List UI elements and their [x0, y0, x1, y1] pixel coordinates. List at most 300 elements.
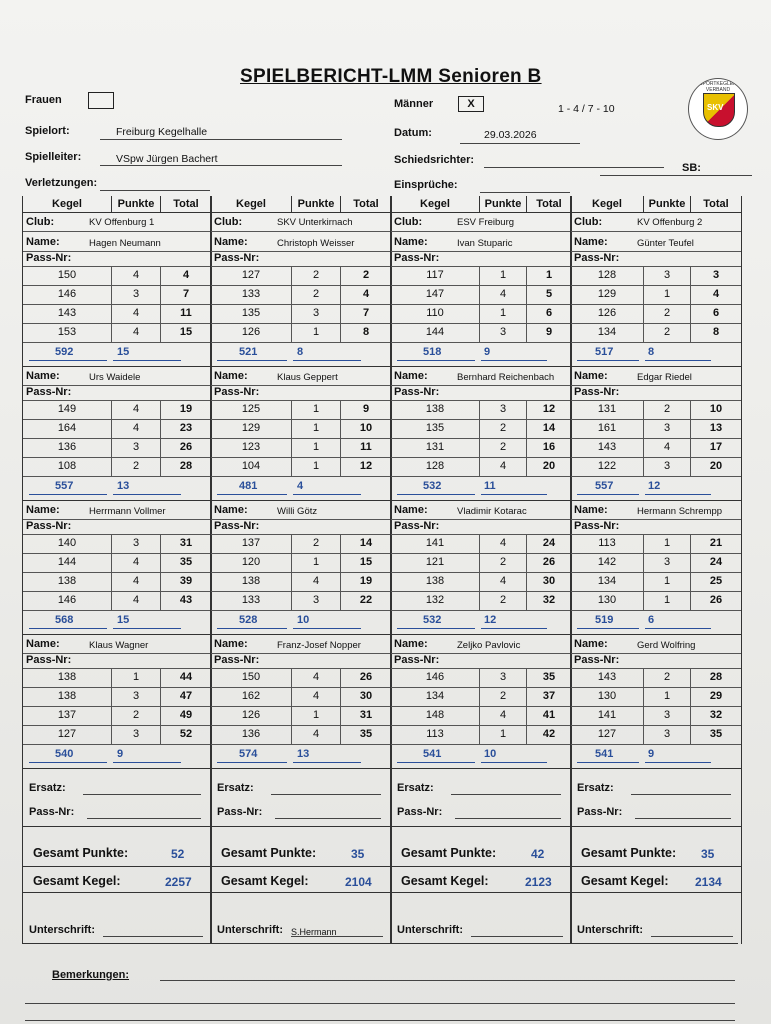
- total-cell[interactable]: 20: [542, 460, 556, 472]
- punkte-cell[interactable]: 3: [292, 304, 341, 323]
- kegel-cell[interactable]: 136: [211, 725, 292, 744]
- total-cell[interactable]: 9: [362, 403, 370, 415]
- total-cell[interactable]: 23: [179, 422, 193, 434]
- total-cell[interactable]: 41: [542, 709, 556, 721]
- punkte-cell[interactable]: 3: [644, 553, 691, 572]
- player-name[interactable]: Ivan Stuparic: [457, 238, 513, 249]
- kegel-cell[interactable]: 138: [23, 572, 112, 591]
- punkte-cell[interactable]: 1: [292, 553, 341, 572]
- total-cell[interactable]: 25: [709, 575, 723, 587]
- gesamt-kegel-value[interactable]: 2257: [165, 875, 192, 889]
- bemerkungen-line-1[interactable]: [160, 980, 735, 981]
- kegel-cell[interactable]: 138: [211, 572, 292, 591]
- kegel-cell[interactable]: 147: [391, 285, 480, 304]
- punkte-cell[interactable]: 3: [112, 534, 161, 553]
- game-row: [571, 457, 741, 477]
- player-name[interactable]: Franz-Josef Nopper: [277, 640, 361, 651]
- kegel-cell[interactable]: 120: [211, 553, 292, 572]
- total-cell[interactable]: 13: [709, 422, 723, 434]
- frauen-checkbox[interactable]: [88, 92, 114, 109]
- total-cell[interactable]: 31: [179, 537, 193, 549]
- kegel-cell[interactable]: 143: [23, 304, 112, 323]
- sum-kegel[interactable]: 592: [55, 346, 74, 358]
- club-name[interactable]: KV Offenburg 1: [89, 217, 155, 228]
- kegel-cell[interactable]: 127: [571, 725, 644, 744]
- kegel-cell[interactable]: 126: [211, 323, 292, 342]
- kegel-cell[interactable]: 138: [23, 687, 112, 706]
- punkte-cell[interactable]: 2: [644, 668, 691, 687]
- ersatz-pass-line[interactable]: [87, 818, 201, 819]
- punkte-cell[interactable]: 3: [292, 591, 341, 610]
- player-name-row: [23, 234, 211, 252]
- maenner-label: Männer: [394, 98, 434, 110]
- sum-punkte[interactable]: 15: [117, 614, 130, 626]
- punkte-cell[interactable]: 2: [644, 400, 691, 419]
- kegel-cell[interactable]: 129: [211, 419, 292, 438]
- punkte-cell[interactable]: 3: [480, 323, 527, 342]
- kegel-cell[interactable]: 128: [571, 266, 644, 285]
- sum-punkte[interactable]: 12: [648, 480, 661, 492]
- sum-punkte[interactable]: 9: [648, 748, 655, 760]
- sum-kegel[interactable]: 517: [595, 346, 614, 358]
- punkte-cell[interactable]: 4: [112, 266, 161, 285]
- player-name[interactable]: Bernhard Reichenbach: [457, 372, 555, 383]
- pass-row: [211, 385, 391, 401]
- total-cell[interactable]: 10: [709, 403, 723, 415]
- punkte-cell[interactable]: 1: [292, 457, 341, 476]
- punkte-cell[interactable]: 4: [292, 668, 341, 687]
- total-cell[interactable]: 11: [180, 307, 192, 319]
- punkte-cell[interactable]: 1: [292, 438, 341, 457]
- total-cell[interactable]: 1: [545, 269, 553, 281]
- punkte-cell[interactable]: 2: [480, 591, 527, 610]
- player-name[interactable]: Günter Teufel: [637, 238, 694, 249]
- punkte-cell[interactable]: 4: [292, 687, 341, 706]
- kegel-cell[interactable]: 121: [391, 553, 480, 572]
- sum-kegel[interactable]: 528: [239, 614, 258, 626]
- punkte-cell[interactable]: 4: [480, 572, 527, 591]
- kegel-cell[interactable]: 123: [211, 438, 292, 457]
- kegel-cell[interactable]: 138: [391, 572, 480, 591]
- total-cell[interactable]: 8: [712, 326, 720, 338]
- sum-kegel[interactable]: 557: [55, 480, 74, 492]
- sum-kegel[interactable]: 519: [595, 614, 614, 626]
- ersatz-pass-line[interactable]: [635, 818, 731, 819]
- total-header: Total: [536, 198, 562, 210]
- player-name[interactable]: Willi Götz: [277, 506, 318, 517]
- club-label: Club:: [394, 216, 423, 228]
- punkte-cell[interactable]: 1: [112, 668, 161, 687]
- player-separator: [23, 634, 211, 635]
- punkte-cell[interactable]: 3: [480, 400, 527, 419]
- player-separator: [391, 768, 571, 769]
- punkte-cell[interactable]: 1: [644, 591, 691, 610]
- kegel-cell[interactable]: 110: [391, 304, 480, 323]
- game-row: [23, 323, 211, 343]
- sum-punkte[interactable]: 11: [484, 480, 496, 492]
- kegel-cell[interactable]: 141: [391, 534, 480, 553]
- sum-underline: [481, 762, 547, 763]
- kegel-cell[interactable]: 143: [571, 438, 644, 457]
- punkte-cell[interactable]: 4: [292, 572, 341, 591]
- total-cell[interactable]: 47: [179, 690, 193, 702]
- sum-punkte[interactable]: 15: [117, 346, 130, 358]
- punkte-cell[interactable]: 4: [292, 725, 341, 744]
- sum-punkte[interactable]: 9: [484, 346, 491, 358]
- total-cell[interactable]: 20: [709, 460, 723, 472]
- player-name[interactable]: Vladimir Kotarac: [457, 506, 527, 517]
- sum-kegel[interactable]: 532: [423, 480, 442, 492]
- punkte-cell[interactable]: 4: [112, 553, 161, 572]
- total-cell[interactable]: 7: [362, 307, 370, 319]
- punkte-cell[interactable]: 4: [112, 304, 161, 323]
- player-name[interactable]: Christoph Weisser: [277, 238, 355, 249]
- kegel-cell[interactable]: 134: [571, 323, 644, 342]
- sum-punkte[interactable]: 8: [648, 346, 655, 358]
- name-label: Name:: [26, 638, 60, 650]
- total-cell[interactable]: 11: [360, 441, 372, 453]
- kegel-cell[interactable]: 135: [211, 304, 292, 323]
- kegel-cell[interactable]: 108: [23, 457, 112, 476]
- total-cell[interactable]: 3: [712, 269, 720, 281]
- name-label: Name:: [574, 370, 608, 382]
- punkte-cell[interactable]: 2: [480, 687, 527, 706]
- total-cell[interactable]: 15: [359, 556, 373, 568]
- kegel-cell[interactable]: 128: [391, 457, 480, 476]
- kegel-cell[interactable]: 134: [391, 687, 480, 706]
- total-cell[interactable]: 29: [709, 690, 723, 702]
- punkte-cell[interactable]: 2: [644, 323, 691, 342]
- total-cell[interactable]: 16: [542, 441, 556, 453]
- total-cell[interactable]: 30: [359, 690, 373, 702]
- total-cell[interactable]: 7: [182, 288, 190, 300]
- punkte-cell[interactable]: 1: [292, 400, 341, 419]
- gesamt-punkte-value[interactable]: 42: [531, 847, 545, 861]
- kegel-cell[interactable]: 138: [391, 400, 480, 419]
- total-cell[interactable]: 32: [709, 709, 723, 721]
- punkte-cell[interactable]: 2: [292, 534, 341, 553]
- player-name[interactable]: Klaus Wagner: [89, 640, 149, 651]
- punkte-cell[interactable]: 4: [480, 706, 527, 725]
- unterschrift-line[interactable]: [103, 936, 203, 937]
- maenner-checkbox[interactable]: X: [458, 96, 484, 112]
- club-name[interactable]: SKV Unterkirnach: [277, 217, 353, 228]
- total-cell[interactable]: 39: [179, 575, 193, 587]
- total-cell[interactable]: 49: [179, 709, 193, 721]
- punkte-cell[interactable]: 3: [644, 725, 691, 744]
- sum-kegel[interactable]: 521: [239, 346, 258, 358]
- kegel-cell[interactable]: 146: [391, 668, 480, 687]
- punkte-cell[interactable]: 4: [480, 534, 527, 553]
- sum-kegel[interactable]: 574: [239, 748, 258, 760]
- datum-field[interactable]: 29.03.2026: [484, 129, 537, 141]
- kegel-cell[interactable]: 164: [23, 419, 112, 438]
- total-cell[interactable]: 24: [709, 556, 723, 568]
- punkte-cell[interactable]: 2: [480, 438, 527, 457]
- total-cell[interactable]: 14: [359, 537, 373, 549]
- sum-kegel[interactable]: 540: [55, 748, 74, 760]
- kegel-cell[interactable]: 138: [23, 668, 112, 687]
- total-cell[interactable]: 24: [542, 537, 556, 549]
- kegel-cell[interactable]: 141: [571, 706, 644, 725]
- kegel-cell[interactable]: 131: [391, 438, 480, 457]
- total-cell[interactable]: 44: [179, 671, 193, 683]
- player-name[interactable]: Urs Waidele: [89, 372, 141, 383]
- kegel-cell[interactable]: 125: [211, 400, 292, 419]
- player-sum-row: [571, 476, 741, 496]
- kegel-cell[interactable]: 130: [571, 687, 644, 706]
- punkte-cell[interactable]: 3: [644, 706, 691, 725]
- game-row: [391, 323, 571, 343]
- punkte-cell[interactable]: 3: [644, 419, 691, 438]
- pass-row: [571, 251, 741, 267]
- kegel-cell[interactable]: 132: [391, 591, 480, 610]
- ersatz-pass-line[interactable]: [275, 818, 381, 819]
- ersatz-line[interactable]: [271, 794, 381, 795]
- kegel-cell[interactable]: 127: [211, 266, 292, 285]
- sum-punkte[interactable]: 10: [297, 614, 310, 626]
- punkte-cell[interactable]: 4: [480, 285, 527, 304]
- kegel-cell[interactable]: 126: [571, 304, 644, 323]
- total-cell[interactable]: 6: [545, 307, 553, 319]
- total-cell[interactable]: 4: [182, 269, 190, 281]
- sum-kegel[interactable]: 557: [595, 480, 614, 492]
- total-cell[interactable]: 43: [179, 594, 193, 606]
- kegel-header: Kegel: [571, 196, 644, 212]
- kegel-cell[interactable]: 161: [571, 419, 644, 438]
- total-cell[interactable]: 4: [712, 288, 720, 300]
- total-cell[interactable]: 2: [362, 269, 370, 281]
- total-cell[interactable]: 17: [709, 441, 723, 453]
- punkte-cell[interactable]: 4: [112, 591, 161, 610]
- total-cell[interactable]: 8: [362, 326, 370, 338]
- kegel-cell[interactable]: 113: [571, 534, 644, 553]
- sum-kegel[interactable]: 481: [239, 480, 258, 492]
- kegel-cell[interactable]: 137: [211, 534, 292, 553]
- punkte-cell[interactable]: 3: [112, 725, 161, 744]
- sum-punkte[interactable]: 4: [297, 480, 304, 492]
- total-cell[interactable]: 15: [179, 326, 193, 338]
- total-cell[interactable]: 26: [179, 441, 193, 453]
- sum-kegel[interactable]: 518: [423, 346, 442, 358]
- punkte-cell[interactable]: 2: [480, 553, 527, 572]
- kegel-cell[interactable]: 117: [391, 266, 480, 285]
- punkte-cell[interactable]: 1: [644, 687, 691, 706]
- gesamt-punkte-value[interactable]: 35: [351, 847, 365, 861]
- sum-kegel[interactable]: 541: [423, 748, 442, 760]
- player-name[interactable]: Hagen Neumann: [89, 238, 161, 249]
- club-name[interactable]: KV Offenburg 2: [637, 217, 703, 228]
- game-row: [211, 419, 391, 439]
- unterschrift-line[interactable]: [471, 936, 563, 937]
- total-cell[interactable]: 19: [179, 403, 193, 415]
- total-cell[interactable]: 42: [542, 728, 556, 740]
- player-name[interactable]: Zeljko Pavlovic: [457, 640, 521, 651]
- total-cell[interactable]: 4: [362, 288, 370, 300]
- punkte-cell[interactable]: 1: [292, 706, 341, 725]
- kegel-cell[interactable]: 153: [23, 323, 112, 342]
- gesamt-kegel-value[interactable]: 2123: [525, 875, 552, 889]
- total-cell[interactable]: 35: [709, 728, 723, 740]
- punkte-cell[interactable]: 1: [480, 304, 527, 323]
- punkte-cell[interactable]: 2: [112, 706, 161, 725]
- kegel-cell[interactable]: 137: [23, 706, 112, 725]
- punkte-cell[interactable]: 1: [644, 534, 691, 553]
- total-cell[interactable]: 19: [359, 575, 373, 587]
- punkte-cell[interactable]: 3: [112, 285, 161, 304]
- punkte-cell[interactable]: 2: [480, 419, 527, 438]
- kegel-cell[interactable]: 129: [571, 285, 644, 304]
- sum-kegel[interactable]: 541: [595, 748, 614, 760]
- punkte-cell[interactable]: 3: [644, 266, 691, 285]
- column-header: [391, 196, 571, 213]
- kegel-cell[interactable]: 133: [211, 591, 292, 610]
- punkte-cell[interactable]: 4: [644, 438, 691, 457]
- club-name[interactable]: ESV Freiburg: [457, 217, 515, 228]
- kegel-cell[interactable]: 144: [23, 553, 112, 572]
- sum-underline: [293, 762, 361, 763]
- total-cell[interactable]: 35: [542, 671, 556, 683]
- bemerkungen-line-2[interactable]: [25, 1003, 735, 1004]
- total-cell[interactable]: 32: [542, 594, 556, 606]
- punkte-cell[interactable]: 2: [112, 457, 161, 476]
- kegel-cell[interactable]: 146: [23, 591, 112, 610]
- player-name-row: [211, 368, 391, 386]
- total-cell[interactable]: 31: [359, 709, 373, 721]
- ersatz-line[interactable]: [631, 794, 731, 795]
- player-name[interactable]: Herrmann Vollmer: [89, 506, 166, 517]
- kegel-cell[interactable]: 104: [211, 457, 292, 476]
- gesamt-kegel-value[interactable]: 2104: [345, 875, 372, 889]
- punkte-cell[interactable]: 4: [112, 400, 161, 419]
- total-cell[interactable]: 30: [542, 575, 556, 587]
- total-cell[interactable]: 22: [359, 594, 373, 606]
- gesamt-kegel-value[interactable]: 2134: [695, 875, 722, 889]
- punkte-cell[interactable]: 3: [480, 668, 527, 687]
- total-cell[interactable]: 26: [709, 594, 723, 606]
- kegel-cell[interactable]: 149: [23, 400, 112, 419]
- bemerkungen-line-3[interactable]: [25, 1020, 735, 1021]
- punkte-cell[interactable]: 3: [112, 687, 161, 706]
- player-name[interactable]: Klaus Geppert: [277, 372, 338, 383]
- sum-punkte[interactable]: 10: [484, 748, 497, 760]
- player-name[interactable]: Hermann Schrempp: [637, 506, 723, 517]
- ersatz-line[interactable]: [83, 794, 201, 795]
- spielort-field[interactable]: Freiburg Kegelhalle: [116, 126, 208, 138]
- total-cell[interactable]: 35: [359, 728, 373, 740]
- kegel-cell[interactable]: 150: [211, 668, 292, 687]
- sum-punkte[interactable]: 13: [117, 480, 130, 492]
- sum-kegel[interactable]: 568: [55, 614, 74, 626]
- player-name-row: [391, 502, 571, 520]
- game-row: [391, 591, 571, 611]
- kegel-cell[interactable]: 134: [571, 572, 644, 591]
- punkte-cell[interactable]: 1: [644, 285, 691, 304]
- unterschrift-line[interactable]: [651, 936, 733, 937]
- sum-underline: [29, 628, 107, 629]
- total-cell[interactable]: 6: [712, 307, 720, 319]
- kegel-cell[interactable]: 135: [391, 419, 480, 438]
- kegel-cell[interactable]: 162: [211, 687, 292, 706]
- total-cell[interactable]: 52: [179, 728, 193, 740]
- total-cell[interactable]: 35: [179, 556, 193, 568]
- total-cell[interactable]: 14: [542, 422, 556, 434]
- punkte-cell[interactable]: 1: [292, 419, 341, 438]
- punkte-cell[interactable]: 1: [480, 266, 527, 285]
- punkte-cell[interactable]: 2: [644, 304, 691, 323]
- punkte-cell[interactable]: 1: [480, 725, 527, 744]
- total-cell[interactable]: 12: [542, 403, 556, 415]
- total-cell[interactable]: 26: [542, 556, 556, 568]
- punkte-cell[interactable]: 1: [292, 323, 341, 342]
- kegel-cell[interactable]: 140: [23, 534, 112, 553]
- sum-underline: [645, 628, 711, 629]
- punkte-cell[interactable]: 4: [112, 572, 161, 591]
- kegel-cell[interactable]: 122: [571, 457, 644, 476]
- total-cell[interactable]: 9: [545, 326, 553, 338]
- punkte-cell[interactable]: 4: [112, 419, 161, 438]
- unterschrift-line[interactable]: [291, 936, 383, 937]
- player-sum-row: [23, 342, 211, 362]
- gesamt-punkte-value[interactable]: 35: [701, 847, 715, 861]
- punkte-cell[interactable]: 2: [292, 285, 341, 304]
- sum-kegel[interactable]: 532: [423, 614, 442, 626]
- spielleiter-field[interactable]: VSpw Jürgen Bachert: [116, 153, 218, 165]
- player-name[interactable]: Gerd Wolfring: [637, 640, 696, 651]
- kegel-cell[interactable]: 136: [23, 438, 112, 457]
- punkte-cell[interactable]: 3: [644, 457, 691, 476]
- game-row: [391, 572, 571, 592]
- ersatz-pass-line[interactable]: [455, 818, 561, 819]
- total-cell[interactable]: 21: [709, 537, 723, 549]
- punkte-cell[interactable]: 4: [112, 323, 161, 342]
- sum-punkte[interactable]: 12: [484, 614, 497, 626]
- player-name[interactable]: Edgar Riedel: [637, 372, 692, 383]
- kegel-cell[interactable]: 146: [23, 285, 112, 304]
- sum-punkte[interactable]: 9: [117, 748, 124, 760]
- kegel-cell[interactable]: 133: [211, 285, 292, 304]
- kegel-cell[interactable]: 148: [391, 706, 480, 725]
- punkte-cell[interactable]: 4: [480, 457, 527, 476]
- kegel-cell[interactable]: 150: [23, 266, 112, 285]
- unterschrift-value[interactable]: S.Hermann: [291, 927, 337, 937]
- total-cell[interactable]: 26: [359, 671, 373, 683]
- sum-punkte[interactable]: 8: [297, 346, 304, 358]
- kegel-cell[interactable]: 130: [571, 591, 644, 610]
- ersatz-line[interactable]: [451, 794, 561, 795]
- sum-punkte[interactable]: 13: [297, 748, 310, 760]
- kegel-cell[interactable]: 127: [23, 725, 112, 744]
- total-cell[interactable]: 12: [359, 460, 373, 472]
- gesamt-punkte-value[interactable]: 52: [171, 847, 185, 861]
- kegel-cell[interactable]: 126: [211, 706, 292, 725]
- punkte-cell[interactable]: 1: [644, 572, 691, 591]
- kegel-cell[interactable]: 131: [571, 400, 644, 419]
- sum-punkte[interactable]: 6: [648, 614, 655, 626]
- total-cell[interactable]: 28: [709, 671, 723, 683]
- kegel-cell[interactable]: 113: [391, 725, 480, 744]
- punkte-cell[interactable]: 3: [112, 438, 161, 457]
- game-row: [23, 668, 211, 688]
- total-cell[interactable]: 5: [545, 288, 553, 300]
- kegel-cell[interactable]: 143: [571, 668, 644, 687]
- kegel-cell[interactable]: 144: [391, 323, 480, 342]
- total-cell[interactable]: 28: [179, 460, 193, 472]
- punkte-cell[interactable]: 2: [292, 266, 341, 285]
- kegel-cell[interactable]: 142: [571, 553, 644, 572]
- total-cell[interactable]: 10: [359, 422, 373, 434]
- total-cell[interactable]: 37: [542, 690, 556, 702]
